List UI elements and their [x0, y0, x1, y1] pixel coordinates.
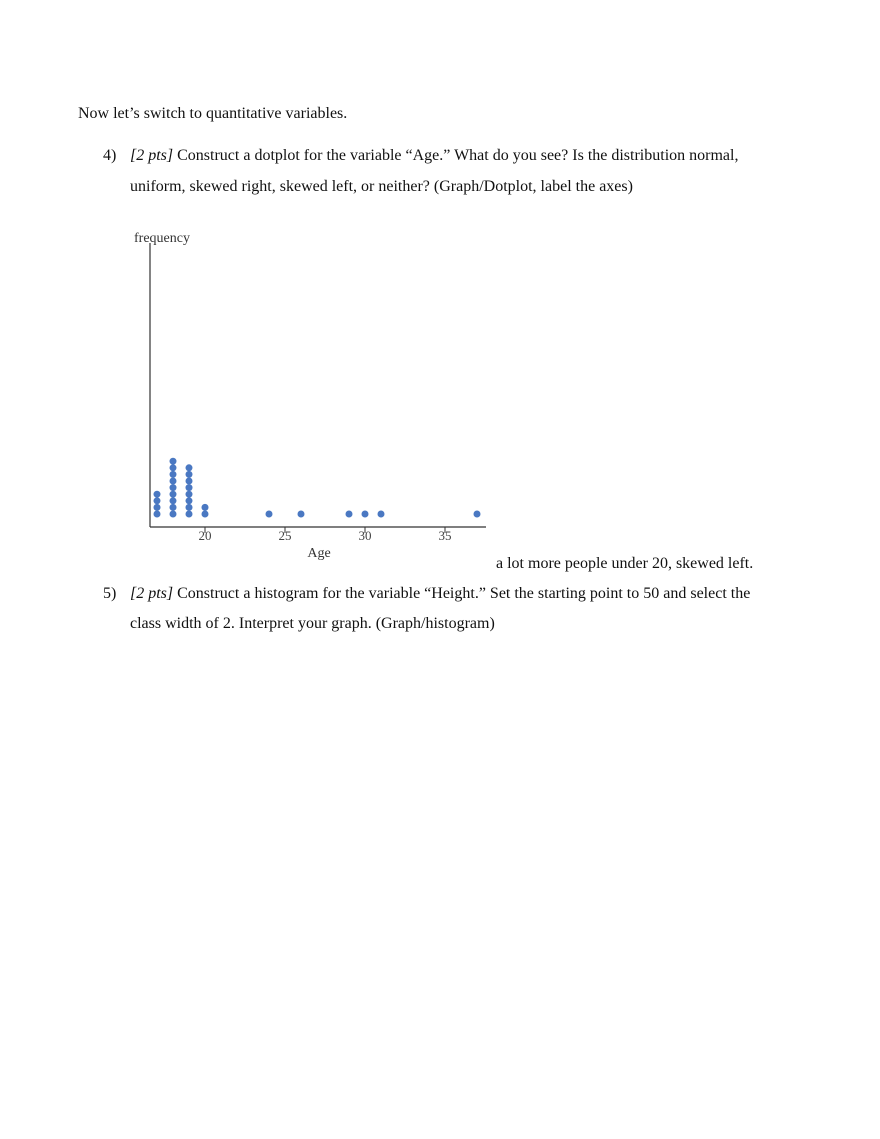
x-tick-label-25: 25: [278, 528, 292, 543]
question-5-line-1-text: Construct a histogram for the variable “Height.” Set the starting point to 50 and select the: [173, 585, 751, 602]
dot-age-19-2: [186, 504, 193, 511]
dot-age-18-8: [170, 464, 177, 471]
x-axis-ticks: [199, 527, 452, 543]
dot-age-19-6: [186, 478, 193, 485]
dot-age-20-1: [202, 511, 209, 518]
answer-text: a lot more people under 20, skewed left.: [496, 555, 754, 572]
dot-age-17-2: [154, 504, 161, 511]
dot-age-18-3: [170, 497, 177, 504]
dot-age-37-1: [474, 511, 481, 518]
question-5-points: [2 pts]: [130, 585, 174, 602]
x-tick-label-30: 30: [358, 528, 372, 543]
dot-age-18-7: [170, 471, 177, 478]
x-axis-label: Age: [307, 546, 331, 561]
x-tick-label-20: 20: [198, 528, 212, 543]
question-5-line-1: [130, 584, 750, 604]
question-5-line-2: class width of 2. Interpret your graph. (Graph/histogram): [130, 615, 495, 632]
question-4-line-2: uniform, skewed right, skewed left, or neither? (Graph/Dotplot, label the axes): [130, 178, 633, 195]
dot-age-18-5: [170, 484, 177, 491]
dot-age-17-4: [154, 491, 161, 498]
dot-age-19-7: [186, 471, 193, 478]
question-4-line-1-text: Construct a dotplot for the variable “Age.” What do you see? Is the distribution normal,: [173, 147, 739, 164]
question-4-number: 4): [103, 147, 117, 164]
dotplot-dots: [154, 458, 481, 518]
dot-age-19-1: [186, 511, 193, 518]
dot-age-19-5: [186, 484, 193, 491]
dot-age-19-3: [186, 497, 193, 504]
dot-age-17-1: [154, 511, 161, 518]
dot-age-18-1: [170, 511, 177, 518]
intro-text: Now let’s switch to quantitative variables.: [78, 105, 348, 122]
question-5-number: 5): [103, 585, 117, 602]
question-4-points: [2 pts]: [130, 147, 174, 164]
dot-age-18-2: [170, 504, 177, 511]
dot-age-29-1: [346, 511, 353, 518]
dot-age-19-4: [186, 491, 193, 498]
dot-age-18-4: [170, 491, 177, 498]
dot-age-26-1: [298, 511, 305, 518]
dot-age-18-9: [170, 458, 177, 465]
dot-age-24-1: [266, 511, 273, 518]
dot-age-19-8: [186, 464, 193, 471]
x-tick-label-35: 35: [438, 528, 452, 543]
dot-age-31-1: [378, 511, 385, 518]
dot-age-17-3: [154, 497, 161, 504]
dot-age-18-6: [170, 478, 177, 485]
dot-age-30-1: [362, 511, 369, 518]
dot-age-20-2: [202, 504, 209, 511]
y-axis-label: frequency: [134, 231, 190, 246]
